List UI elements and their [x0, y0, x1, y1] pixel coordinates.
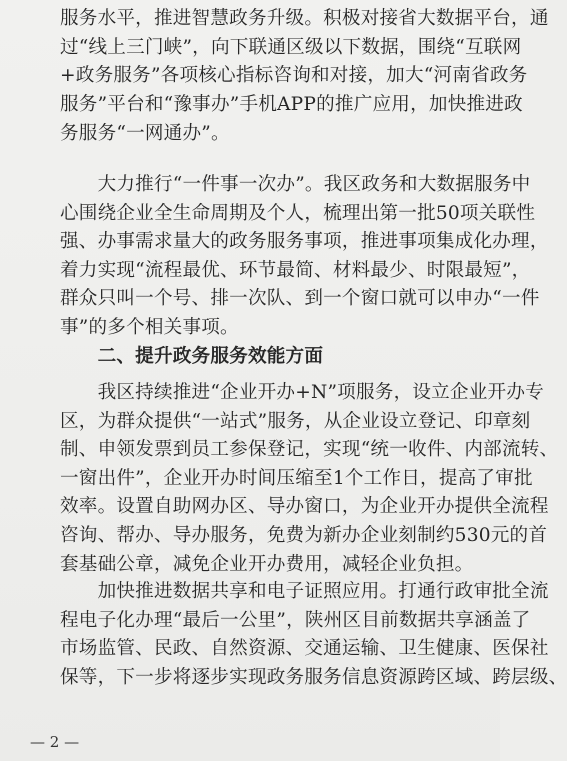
- text-line: 事”的多个相关事项。: [60, 317, 239, 338]
- text-line: 大力推行“一件事一次办”。我区政务和大数据服务中: [60, 174, 531, 195]
- text-line: 服务”平台和“豫事办”手机APP的推广应用，加快推进政: [60, 94, 523, 115]
- text-line: 过“线上三门峡”，向下联通区级以下数据，围绕“互联网: [60, 37, 522, 58]
- text-line: 咨询、帮办、导办服务，免费为新办企业刻制约530元的首: [60, 525, 548, 546]
- text-line: 群众只叫一个号、排一次队、到一个窗口就可以申办“一件: [60, 288, 540, 309]
- text-line: 强、办事需求量大的政务服务事项，推进事项集成化办理，: [60, 231, 549, 252]
- text-line: 套基础公章，减免企业开办费用，减轻企业负担。: [60, 554, 474, 575]
- text-line: 市场监管、民政、自然资源、交通运输、卫生健康、医保社: [60, 638, 549, 659]
- text-line: 我区持续推进“企业开办+N”项服务，设立企业开办专: [60, 382, 544, 403]
- text-line: 效率。设置自助网办区、导办窗口，为企业开办提供全流程: [60, 496, 549, 517]
- text-line: +政务服务”各项核心指标咨询和对接，加大“河南省政务: [60, 65, 528, 86]
- text-line: 着力实现“流程最优、环节最简、材料最少、时限最短”，: [60, 260, 531, 281]
- page-number: — 2 —: [30, 733, 80, 751]
- text-line: 服务水平，推进智慧政务升级。积极对接省大数据平台，通: [60, 8, 549, 29]
- text-line: 心围绕企业全生命周期及个人，梳理出第一批50项关联性: [60, 203, 536, 224]
- text-line: 加快推进数据共享和电子证照应用。打通行政审批全流: [60, 581, 549, 602]
- section-heading: 二、提升政务服务效能方面: [60, 346, 324, 367]
- text-line: 程电子化办理“最后一公里”，陕州区目前数据共享涵盖了: [60, 610, 531, 631]
- text-line: 务服务“一网通办”。: [60, 123, 230, 144]
- text-line: 制、申领发票到员工参保登记，实现“统一收件、内部流转、: [60, 439, 559, 460]
- text-line: 区，为群众提供“一站式”服务，从企业设立登记、印章刻: [60, 411, 531, 432]
- text-line: 一窗出件”，企业开办时间压缩至1个工作日，提高了审批: [60, 468, 533, 489]
- text-line: 保等，下一步将逐步实现政务服务信息资源跨区域、跨层级、: [60, 667, 567, 688]
